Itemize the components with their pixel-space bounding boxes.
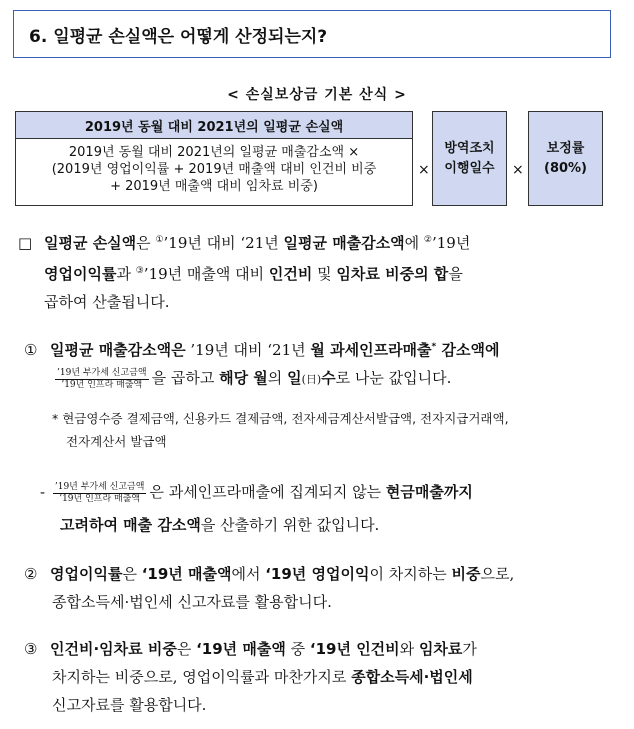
item-2 [18,560,618,616]
formula-daily-loss-box [15,111,413,206]
text: ‘19년 매출액 [196,640,286,658]
item-number: ① [24,341,38,359]
fraction-vat-ratio [55,368,149,391]
formula-daily-loss-body [16,139,412,195]
square-bullet-icon: □ [18,234,33,252]
formula-days-box [432,111,507,206]
text: 곱하여 산출됩니다. [44,293,170,311]
text: 에서 [231,565,266,583]
text: 과 [116,265,136,283]
text: 임차료 비중의 합 [336,265,449,283]
formula-heading: < 손실보상금 기본 산식 > [227,87,407,103]
text: ③ [135,266,144,276]
text: 에 [404,234,424,252]
text: 을 곱하고 [151,369,220,387]
formula-days-line: 이행일수 [444,160,495,176]
formula-daily-loss-header: 2019년 동월 대비 2021년의 일평균 손실액 [16,112,412,139]
text: 인건비·임차료 비중 [50,640,177,658]
text: ② [423,235,432,245]
footnote-mark: * [52,411,59,426]
page-title: 6. 일평균 손실액은 어떻게 산정되는지? [13,10,611,58]
text: 일평균 매출감소액은 [50,341,186,359]
fraction-denominator: ’19년 인프라 매출액 [61,379,143,390]
text: (日) [301,373,322,386]
item-3 [18,635,618,719]
text: 종합소득세·법인세 [351,668,473,686]
text: 전자계산서 발급액 [66,434,167,449]
text: ’19년 [432,234,471,252]
multiply-sign: × [512,162,524,178]
text: 은 [176,640,197,658]
text: 은 [122,565,142,583]
text: 의 [267,369,288,387]
text: 및 [312,265,337,283]
formula-correction-box [528,111,603,206]
text: 현금매출까지 [385,483,473,501]
formula-days-line: 방역조치 [444,140,495,156]
text: 신고자료를 활용합니다. [52,696,207,714]
text: 일 [287,369,302,387]
text: 영업이익률 [50,565,123,583]
dash-bullet: - [40,483,46,501]
formula-line: + 2019년 매출액 대비 임차료 비중) [110,179,318,194]
text: 가 [462,640,477,658]
text: 은 과세인프라매출에 집계되지 않는 [149,483,386,501]
text: 으로, [480,565,515,583]
text: 중 [285,640,310,658]
text: 을 [448,265,463,283]
text: ‘19년 영업이익 [265,565,370,583]
item-1 [18,333,618,394]
text: 비중 [451,565,481,583]
text: 해당 월 [219,369,268,387]
text: 감소액에 [436,341,500,359]
text: 차지하는 비중으로, 영업이익률과 마찬가지로 [52,668,352,686]
text: 이 차지하는 [369,565,452,583]
text: 을 산출하기 위한 값입니다. [200,516,380,534]
text: ① [155,235,164,245]
fraction-numerator: ’19년 부가세 신고금액 [54,481,145,492]
text: ’19년 매출액 대비 [143,265,269,283]
text: 인건비 [268,265,313,283]
item-number: ② [24,565,38,583]
formula-correction-line: 보정률 [546,140,585,156]
formula-correction-line: (80%) [544,160,587,176]
text: 영업이익률 [44,265,117,283]
text: 고려하여 매출 감소액 [60,516,201,534]
text: 수 [321,369,336,387]
item-number: ③ [24,640,38,658]
intro-paragraph [18,226,618,316]
text: ’19년 대비 ‘21년 [185,341,311,359]
text: 와 [399,640,419,658]
text: 현금영수증 결제금액, 신용카드 결제금액, 전자세금계산서발급액, 전자지급거래액, [62,411,509,426]
formula-line: (2019년 영업이익률 + 2019년 매출액 대비 인건비 비중 [51,162,377,177]
text: ’19년 대비 ‘21년 [163,234,284,252]
text: 월 과세인프라매출 [310,341,432,359]
text: 임차료 [418,640,463,658]
formula-line: 2019년 동월 대비 2021년의 일평균 매출감소액 × [68,145,360,160]
fraction-vat-ratio [53,482,147,505]
text: 로 나눈 값입니다. [335,369,452,387]
text: 종합소득세·법인세 신고자료를 활용합니다. [52,593,332,611]
text: 일평균 손실액 [44,234,137,252]
text: * [431,342,437,352]
item-1-dash-note [40,478,620,539]
footnote [52,407,622,453]
fraction-numerator: ’19년 부가세 신고금액 [57,367,147,378]
fraction-denominator: ’19년 인프라 매출액 [59,493,141,504]
multiply-sign: × [418,162,430,178]
text: ‘19년 인건비 [309,640,400,658]
text: 은 [136,234,156,252]
text: 일평균 매출감소액 [283,234,405,252]
text: ‘19년 매출액 [141,565,232,583]
